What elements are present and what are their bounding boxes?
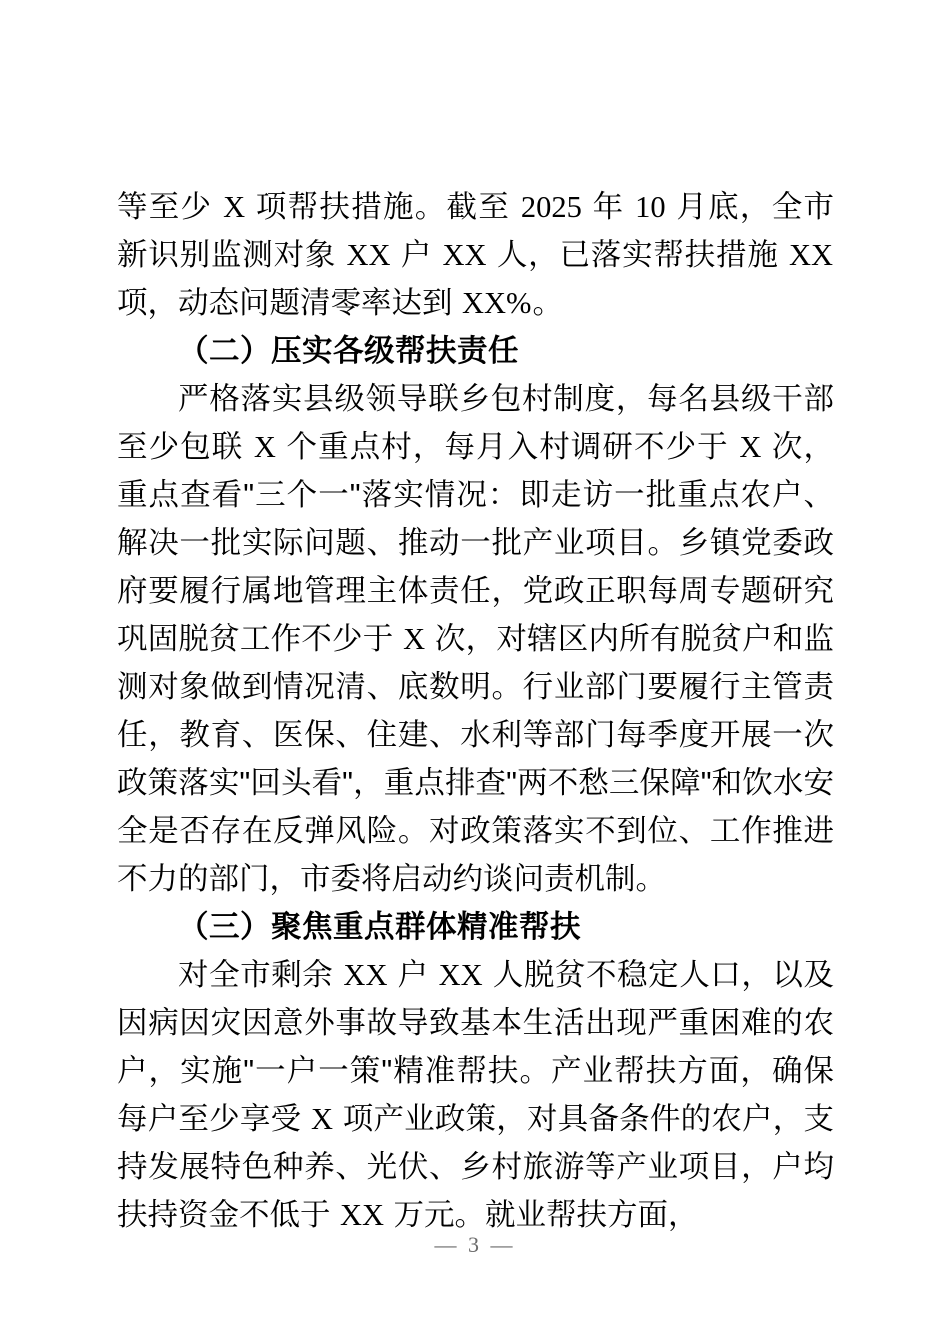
paragraph-section-three-body: 对全市剩余 XX 户 XX 人脱贫不稳定人口，以及因病因灾因意外事故导致基本生活出现严重困难的农户，实施"一户一策"精准帮扶。产业帮扶方面，确保每户至少享受 X 项产业政策，对具备条件的农户，支持发展特色种养、光伏、乡村旅游等产业项目，户均扶持资金不低于 XX 万元。就业帮扶方面， <box>117 958 834 1232</box>
page-number-footer: — 3 — <box>434 1232 516 1257</box>
heading-section-two: （二）压实各级帮扶责任 <box>178 334 519 368</box>
paragraph-continuation: 等至少 X 项帮扶措施。截至 2025 年 10 月底，全市新识别监测对象 XX 户 XX 人，已落实帮扶措施 XX 项，动态问题清零率达到 XX%。 <box>117 190 834 320</box>
heading-section-three: （三）聚焦重点群体精准帮扶 <box>178 910 581 944</box>
document-text-column <box>117 183 834 1239</box>
paragraph-section-two-body: 严格落实县级领导联乡包村制度，每名县级干部至少包联 X 个重点村，每月入村调研不少于 X 次，重点查看"三个一"落实情况：即走访一批重点农户、解决一批实际问题、推动一批产业项目。乡镇党委政府要履行属地管理主体责任，党政正职每周专题研究巩固脱贫工作不少于 X 次，对辖区内所有脱贫户和监测对象做到情况清、底数明。行业部门要履行主管责任，教育、医保、住建、水利等部门每季度开展一次政策落实"回头看"，重点排查"两不愁三保障"和饮水安全是否存在反弹风险。对政策落实不到位、工作推进不力的部门，市委将启动约谈问责机制。 <box>117 382 834 896</box>
